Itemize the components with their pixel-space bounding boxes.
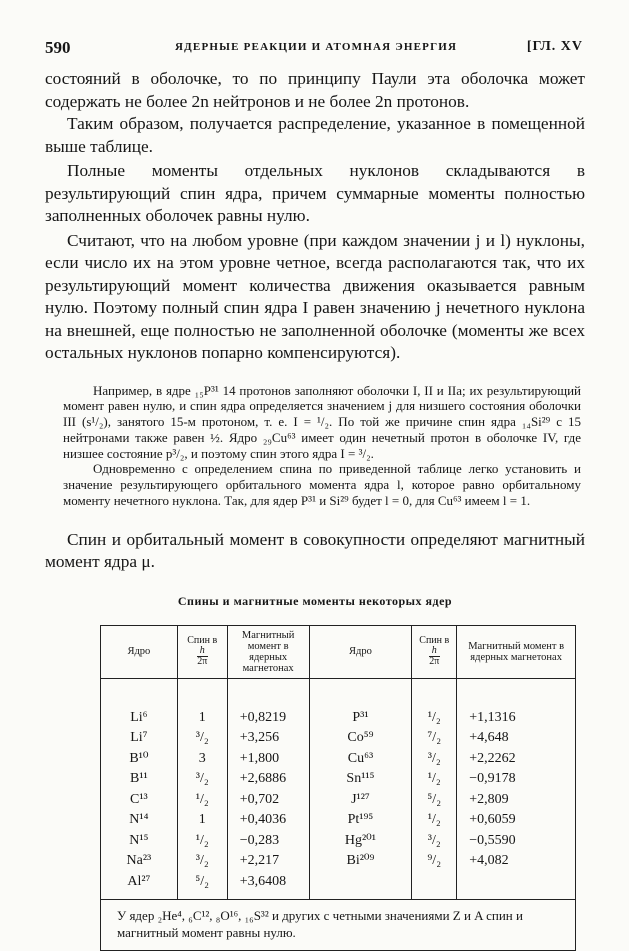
table-cell: ³/₂	[427, 832, 441, 848]
header-nucleus-right: Ядро	[309, 625, 412, 678]
page-number: 590	[45, 38, 71, 57]
small-paragraph-2: Одновременно с определением спина по приведенной таблице легко установить и значение результирующего орбитального момента ядра l, которое равно орбитальному моменту нечетного нуклона. Так, для ядер P³¹ и Si²⁹ будет l = 0, для Cu⁶³ имеем l = 1.	[63, 461, 581, 509]
paragraph-4: Считают, что на любом уровне (при каждом значении j и l) нуклоны, если число их на этом уровне четное, всегда располагаются так, что их результирующий момент количества движения оказывается равным нулю. Поэтому полный спин ядра I равен значению j нечетного нуклона на внешней, еще полностью не заполненной оболочке (моменты же всех остальных нуклонов попарно компенсируются).	[45, 230, 585, 362]
table-cell: +2,809	[469, 791, 509, 807]
table-cell: +3,256	[239, 730, 280, 746]
table-cell: +4,082	[469, 853, 509, 869]
running-title: ЯДЕРНЫЕ РЕАКЦИИ И АТОМНАЯ ЭНЕРГИЯ	[175, 41, 458, 53]
table-cell: Sn¹¹⁵	[346, 771, 375, 787]
table-cell: −0,9178	[469, 771, 516, 787]
table-cell: −0,5590	[469, 832, 516, 848]
table-cell: Cu⁶³	[347, 750, 374, 766]
table-cell: ³/₂	[195, 771, 209, 787]
small-paragraph-1: Например, в ядре ₁₅P³¹ 14 протонов заполняют оболочки I, II и IIa; их результирующий момент равен нулю, и спин ядра определяется значением j для низшего состояния оболочки III (s¹/₂), занятого 15-м протоном, т. е. I = ¹/₂. По той же причине спин ядра ₁₄Si²⁹ с 15 нейтронами также равен ½. Ядро ₂₉Cu⁶³ имеет один нечетный протон в оболочке IV, где низшее состояние p³/₂, и поэтому спин этого ядра I = ³/₂.	[63, 382, 581, 461]
table-cell: ³/₂	[195, 853, 209, 869]
nuclei-left	[101, 707, 177, 892]
nuclei-right	[310, 707, 412, 871]
table-cell: N¹⁵	[129, 832, 149, 848]
spin-label: Спин в	[187, 635, 218, 647]
paragraph-1: состояний в оболочке, то по принципу Паули эта оболочка может содержать не более 2n нейтронов и не более 2n протонов.	[45, 69, 585, 111]
header-nucleus-left: Ядро	[101, 625, 178, 678]
table-cell: Co⁵⁹	[347, 730, 374, 746]
table-cell: J¹²⁷	[351, 791, 370, 807]
table-cell: +2,217	[239, 853, 280, 869]
moments-left	[240, 707, 309, 892]
table-cell: +4,648	[469, 730, 509, 746]
table-cell: ¹/₂	[427, 771, 441, 787]
table-cell: C¹³	[130, 791, 148, 807]
paragraph-3: Полные моменты отдельных нуклонов складываются в результирующий спин ядра, причем суммарные моменты полностью заполненных оболочек равны нулю.	[45, 161, 585, 225]
page-body	[45, 68, 585, 951]
table-cell: +2,6886	[239, 771, 287, 787]
table-cell: Li⁶	[130, 709, 148, 725]
table-cell: −0,283	[239, 832, 280, 848]
table-cell: ⁵/₂	[427, 791, 442, 807]
table-cell: Hg²⁰¹	[344, 832, 376, 848]
table-cell: 3	[198, 750, 206, 766]
table-cell: +1,800	[239, 750, 280, 766]
table-cell: ¹/₂	[195, 791, 209, 807]
table-cell: P³¹	[352, 709, 369, 725]
paragraph-2: Таким образом, получается распределение, указанное в помещенной выше таблице.	[45, 114, 585, 156]
table-cell: ¹/₂	[427, 709, 441, 725]
spins-left	[178, 707, 227, 892]
header-spin-right	[412, 625, 457, 678]
table-cell: 1	[198, 812, 206, 828]
table-cell: ⁵/₂	[195, 873, 210, 889]
table-cell: +0,702	[239, 791, 280, 807]
table-cell: +3,6408	[239, 873, 287, 889]
small-print-block	[45, 383, 585, 509]
two-pi: 2π	[429, 656, 440, 668]
h-symbol: h	[429, 646, 440, 657]
running-header	[45, 38, 583, 62]
two-pi: 2π	[197, 656, 208, 668]
table-cell: +1,1316	[469, 709, 516, 725]
table-cell: +2,2262	[469, 750, 516, 766]
table-cell: +0,8219	[239, 709, 287, 725]
table-cell: Bi²⁰⁹	[346, 853, 375, 869]
table-cell: 1	[198, 709, 206, 725]
table-cell: B¹⁰	[129, 750, 149, 766]
spin-label: Спин в	[419, 635, 450, 647]
moments-right	[469, 707, 575, 871]
spins-right	[412, 707, 456, 871]
table-cell: Al²⁷	[127, 873, 151, 889]
table-cell: ¹/₂	[195, 832, 209, 848]
header-spin-left	[177, 625, 227, 678]
table-cell: Pt¹⁹⁵	[347, 812, 374, 828]
table-cell: Li⁷	[130, 730, 148, 746]
header-moment-left: Магнитный момент в ядерных магнетонах	[227, 625, 309, 678]
table-title: Спины и магнитные моменты некоторых ядер	[177, 593, 453, 608]
table-cell: +0,4036	[239, 812, 287, 828]
table-body-row	[101, 678, 576, 900]
chapter-marker: [ГЛ. XV	[526, 39, 583, 54]
table-cell: ⁹/₂	[427, 853, 442, 869]
table-cell: ⁷/₂	[427, 730, 442, 746]
table-cell: B¹¹	[130, 771, 148, 787]
table-header-row	[101, 625, 576, 678]
table-cell: +0,6059	[469, 812, 516, 828]
table-cell: ³/₂	[427, 750, 441, 766]
table-note-row	[101, 900, 576, 951]
table-cell: ³/₂	[195, 730, 209, 746]
table-cell: ¹/₂	[427, 812, 441, 828]
table-cell: Na²³	[126, 853, 152, 869]
spin-moment-table	[100, 625, 576, 951]
h-symbol: h	[197, 646, 208, 657]
table-note: У ядер ₂He⁴, ₆C¹², ₈O¹⁶, ₁₆S³² и других с четными значениями Z и A спин и магнитный момент равны нулю.	[101, 900, 576, 951]
table-cell: N¹⁴	[129, 812, 149, 828]
header-moment-right: Магнитный момент в ядерных магнетонах	[457, 625, 576, 678]
closing-paragraph: Спин и орбитальный момент в совокупности определяют магнитный момент ядра μ.	[45, 529, 585, 572]
